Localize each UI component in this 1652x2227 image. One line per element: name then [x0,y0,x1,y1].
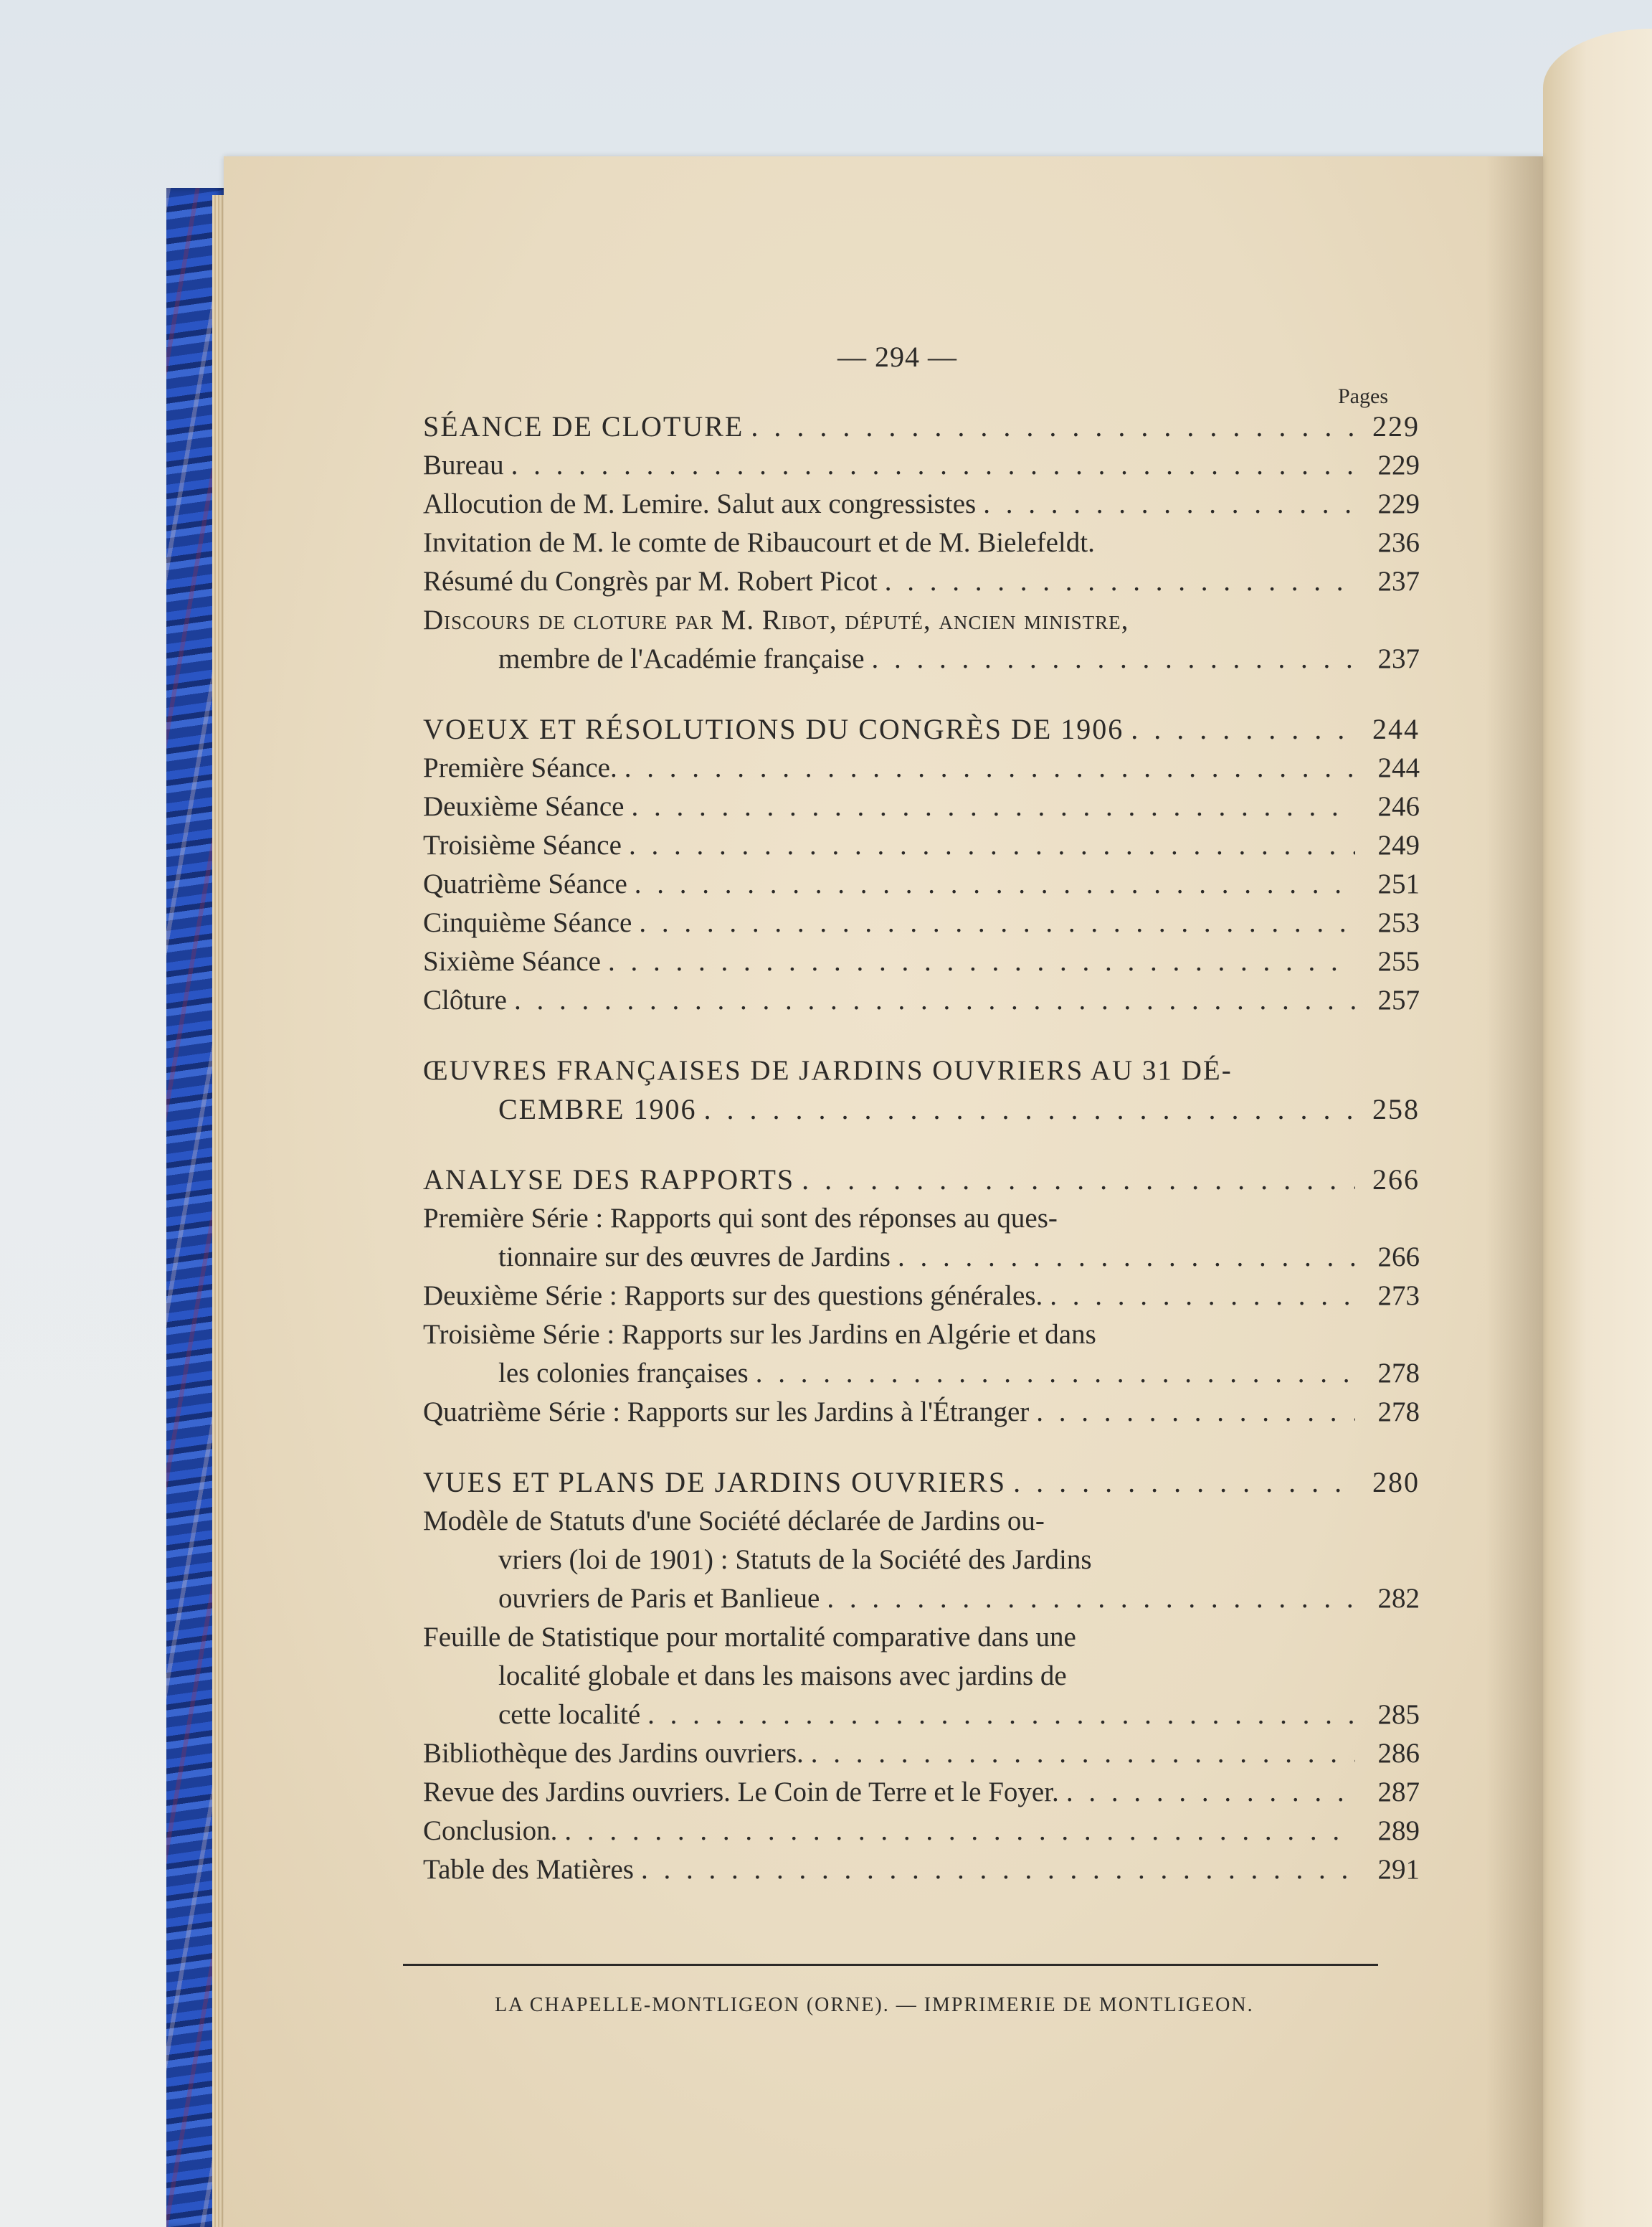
toc-entry: membre de l'Académie française . . . 237 [423,640,1420,678]
toc-entry: Revue des Jardins ouvriers. Le Coin de Terre et le Foyer. . . . 287 [423,1773,1420,1812]
toc-heading: SÉANCE DE CLOTURE . . . 229 [423,407,1420,446]
toc-entry-line: Feuille de Statistique pour mortalité comparative dans une [423,1622,1076,1652]
toc-entry: Sixième Séance . . . 255 [423,942,1420,981]
toc-entry: Clôture . . . 257 [423,981,1420,1020]
toc-entry: Bureau . . . 229 [423,446,1420,485]
toc-section [423,1463,1420,1889]
toc-entry-line: localité globale et dans les maisons avec jardins de [498,1660,1067,1691]
toc-section [423,1051,1420,1129]
toc-entry: les colonies françaises . . . 278 [423,1354,1420,1393]
facing-page-edge [1543,29,1652,2227]
toc-section [423,710,1420,1020]
toc-entry: Conclusion. . . . 289 [423,1812,1420,1850]
toc-entry: Quatrième Séance . . . 251 [423,865,1420,904]
toc-entry: cette localité . . . 285 [423,1696,1420,1734]
footer-rule [403,1964,1378,1966]
printer-imprint: LA CHAPELLE-MONTLIGEON (ORNE). — IMPRIMERIE DE MONTLIGEON. [495,1994,1254,2016]
toc-entry: Table des Matières . . . 291 [423,1850,1420,1889]
toc-entry: Cinquième Séance . . . 253 [423,904,1420,942]
toc-entry-line: vriers (loi de 1901) : Statuts de la Société des Jardins [498,1544,1092,1575]
table-of-contents [423,407,1420,1889]
toc-section [423,1160,1420,1432]
toc-entry: tionnaire sur des œuvres de Jardins . . . 266 [423,1238,1420,1277]
toc-entry: Invitation de M. le comte de Ribaucourt et de M. Bielefeldt. 236 [423,527,1420,558]
toc-entry: Troisième Séance . . . 249 [423,826,1420,865]
toc-entry: Première Séance. . . . 244 [423,749,1420,788]
toc-entry-line: Première Série : Rapports qui sont des réponses au ques- [423,1203,1058,1234]
toc-heading: ANALYSE DES RAPPORTS . . . 266 [423,1160,1420,1199]
pages-column-label: Pages [1338,384,1388,408]
toc-entry-line: Troisième Série : Rapports sur les Jardins en Algérie et dans [423,1319,1096,1350]
toc-section [423,407,1420,678]
toc-entry: Résumé du Congrès par M. Robert Picot . . . 237 [423,562,1420,601]
toc-entry: ouvriers de Paris et Banlieue . . . 282 [423,1579,1420,1618]
toc-entry: Allocution de M. Lemire. Salut aux congressistes . . . 229 [423,485,1420,524]
page-number: — 294 — [837,341,957,373]
toc-entry: Deuxième Séance . . . 246 [423,788,1420,826]
toc-entry-line: Discours de cloture par M. Ribot, député, ancien ministre, [423,605,1129,635]
toc-entry: Deuxième Série : Rapports sur des questions générales. . . . 273 [423,1277,1420,1315]
toc-heading: VUES ET PLANS DE JARDINS OUVRIERS . . . 280 [423,1463,1420,1502]
toc-heading: CEMBRE 1906 . . . 258 [423,1090,1420,1129]
toc-entry: Quatrième Série : Rapports sur les Jardins à l'Étranger . . . 278 [423,1393,1420,1432]
toc-heading-line: ŒUVRES FRANÇAISES DE JARDINS OUVRIERS AU 31 DÉ- [423,1055,1233,1086]
toc-heading: VOEUX ET RÉSOLUTIONS DU CONGRÈS DE 1906 . . . 244 [423,710,1420,749]
toc-entry-line: Modèle de Statuts d'une Société déclarée de Jardins ou- [423,1505,1045,1536]
toc-entry: Bibliothèque des Jardins ouvriers. . . . 286 [423,1734,1420,1773]
